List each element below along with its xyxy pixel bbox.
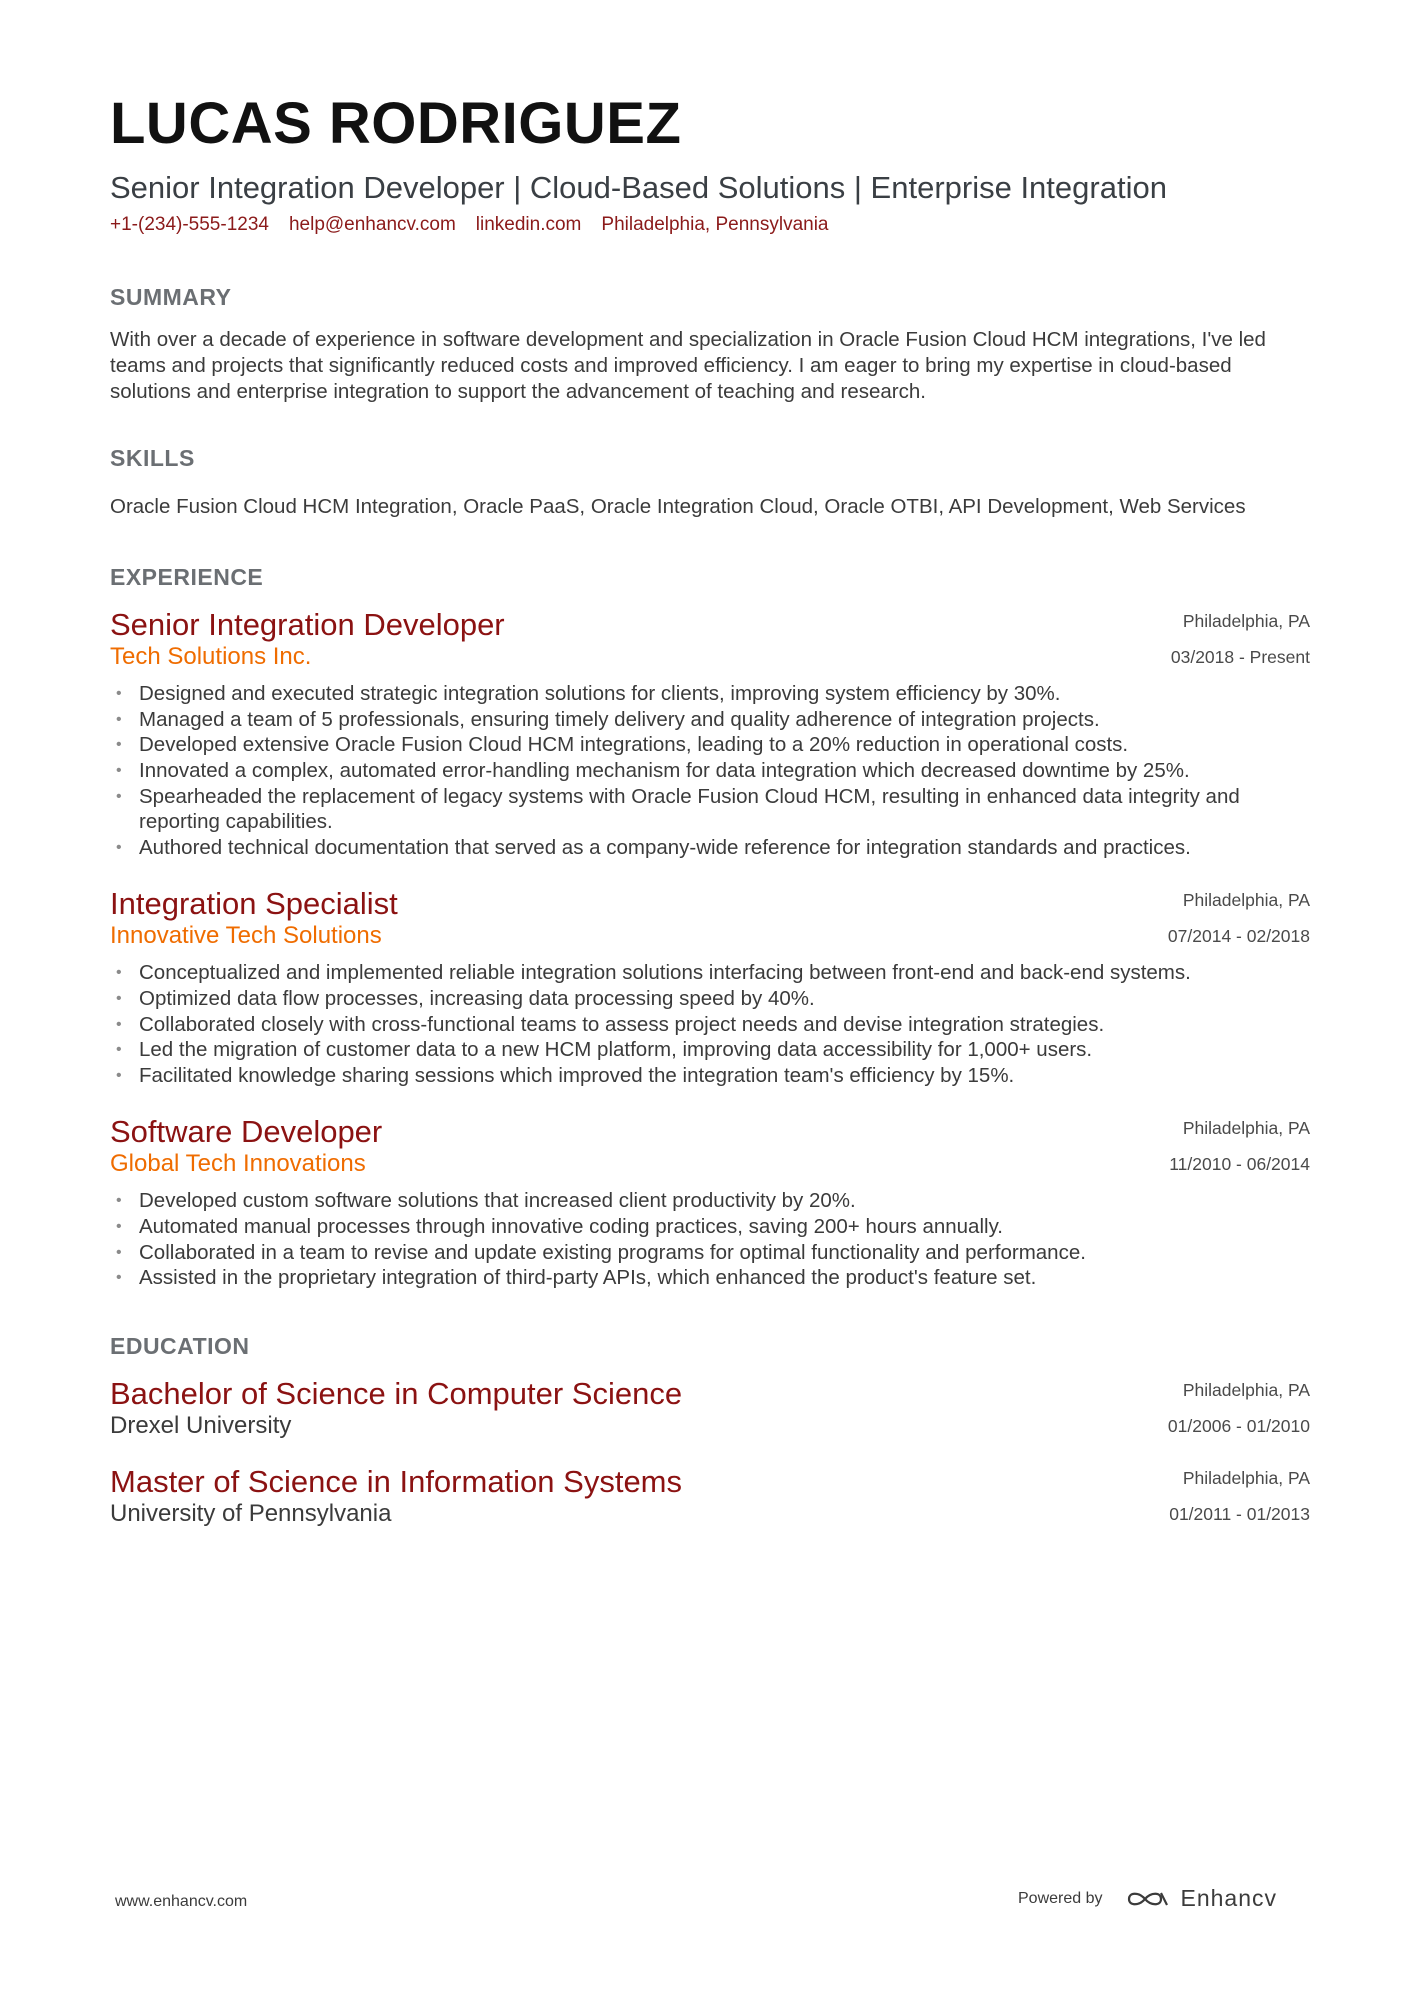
entry-header <box>110 1114 1310 1182</box>
bullet-text: Led the migration of customer data to a new HCM platform, improving data accessibility for 1,000+ users. <box>139 1038 1093 1062</box>
school-name: University of Pennsylvania <box>110 1499 392 1527</box>
degree-title: Master of Science in Information Systems <box>110 1463 683 1499</box>
bullet-text: Collaborated closely with cross-functional teams to assess project needs and devise integration strategies. <box>139 1012 1105 1036</box>
job-dates: 07/2014 - 02/2018 <box>1167 926 1310 947</box>
bullet-icon: • <box>116 838 122 856</box>
bullet-icon: • <box>116 1243 122 1261</box>
bullet-icon: • <box>116 1015 122 1033</box>
experience-entry <box>110 886 1310 1088</box>
experience-entry <box>110 607 1310 860</box>
list-item <box>110 1214 1310 1240</box>
linkedin-link[interactable]: linkedin.com <box>475 214 582 236</box>
bullet-text: Facilitated knowledge sharing sessions which improved the integration team's efficiency by 15%. <box>139 1063 1015 1087</box>
company-name: Innovative Tech Solutions <box>110 922 382 950</box>
job-bullets <box>110 681 1310 860</box>
skills-section <box>110 445 1310 520</box>
education-entry <box>110 1464 1310 1532</box>
bullet-icon: • <box>116 1192 122 1210</box>
bullet-icon: • <box>116 1269 122 1287</box>
school-dates: 01/2011 - 01/2013 <box>1169 1503 1310 1524</box>
email-link[interactable]: help@enhancv.com <box>288 214 456 236</box>
resume-page <box>110 91 1310 1532</box>
contact-info <box>110 214 1310 236</box>
company-name: Global Tech Innovations <box>110 1150 366 1178</box>
education-entry <box>110 1376 1310 1444</box>
degree-title: Bachelor of Science in Computer Science <box>110 1375 683 1411</box>
bullet-text: Automated manual processes through innovative coding practices, saving 200+ hours annually. <box>139 1214 1003 1238</box>
job-title: Integration Specialist <box>110 886 398 922</box>
job-bullets <box>110 960 1310 1088</box>
bullet-icon: • <box>116 736 122 754</box>
bullet-icon: • <box>116 685 122 703</box>
job-bullets <box>110 1188 1310 1290</box>
bullet-text: Conceptualized and implemented reliable integration solutions interfacing between front-end and back-end systems. <box>139 961 1191 985</box>
list-item <box>110 1012 1310 1038</box>
list-item <box>110 732 1310 758</box>
powered-by-label: Powered by <box>1018 1889 1103 1907</box>
entry-header <box>110 1376 1310 1444</box>
section-title-skills: SKILLS <box>110 445 195 472</box>
footer-website-link[interactable]: www.enhancv.com <box>115 1893 248 1910</box>
list-item <box>110 681 1310 707</box>
job-location: Philadelphia, PA <box>1182 1118 1310 1139</box>
bullet-text: Managed a team of 5 professionals, ensuring timely delivery and quality adherence of integration projects. <box>139 707 1100 731</box>
bullet-text: Designed and executed strategic integration solutions for clients, improving system efficiency by 30%. <box>139 682 1061 706</box>
list-item <box>110 960 1310 986</box>
bullet-icon: • <box>116 761 122 779</box>
job-title: Senior Integration Developer <box>110 607 505 643</box>
enhancv-logo-icon <box>1125 1887 1171 1911</box>
entry-header <box>110 886 1310 954</box>
headline: Senior Integration Developer | Cloud-Based Solutions | Enterprise Integration <box>110 170 1167 205</box>
list-item <box>110 1063 1310 1089</box>
job-location: Philadelphia, PA <box>1182 890 1310 911</box>
school-location: Philadelphia, PA <box>1182 1379 1310 1400</box>
experience-entry <box>110 1114 1310 1290</box>
bullet-icon: • <box>116 1041 122 1059</box>
bullet-text: Optimized data flow processes, increasing data processing speed by 40%. <box>139 986 815 1010</box>
bullet-text: Assisted in the proprietary integration of third-party APIs, which enhanced the product's feature set. <box>139 1266 1037 1290</box>
entry-header <box>110 607 1310 675</box>
section-title-experience: EXPERIENCE <box>110 564 264 591</box>
bullet-text: Innovated a complex, automated error-handling mechanism for data integration which decreased downtime by 25%. <box>139 758 1190 782</box>
bullet-text: Developed extensive Oracle Fusion Cloud HCM integrations, leading to a 20% reduction in operational costs. <box>139 733 1129 757</box>
list-item <box>110 707 1310 733</box>
list-item <box>110 1037 1310 1063</box>
bullet-icon: • <box>116 989 122 1007</box>
phone-link[interactable]: +1-(234)-555-1234 <box>110 214 269 236</box>
brand-name: Enhancv <box>1180 1885 1278 1911</box>
section-title-education: EDUCATION <box>110 1332 250 1359</box>
location-text: Philadelphia, Pennsylvania <box>601 214 829 236</box>
candidate-name: LUCAS RODRIGUEZ <box>110 91 682 156</box>
school-dates: 01/2006 - 01/2010 <box>1167 1415 1310 1436</box>
bullet-icon: • <box>116 787 122 805</box>
list-item <box>110 986 1310 1012</box>
bullet-text: Authored technical documentation that served as a company-wide reference for integration standards and practices. <box>139 835 1191 859</box>
school-name: Drexel University <box>110 1411 292 1439</box>
job-dates: 11/2010 - 06/2014 <box>1169 1154 1310 1175</box>
bullet-text: Spearheaded the replacement of legacy systems with Oracle Fusion Cloud HCM, resulting in enhanced data integrity and reporting capabilities. <box>139 784 1240 834</box>
bullet-text: Developed custom software solutions that increased client productivity by 20%. <box>139 1189 856 1213</box>
section-title-summary: SUMMARY <box>110 284 232 311</box>
company-name: Tech Solutions Inc. <box>110 643 312 671</box>
bullet-icon: • <box>116 1066 122 1084</box>
list-item <box>110 758 1310 784</box>
footer-branding <box>1018 1885 1277 1912</box>
experience-section <box>110 564 1310 1291</box>
list-item <box>110 784 1310 835</box>
bullet-icon: • <box>116 710 122 728</box>
entry-header <box>110 1464 1310 1532</box>
brand-logo[interactable] <box>1125 1885 1278 1912</box>
list-item <box>110 1240 1310 1266</box>
list-item <box>110 1265 1310 1291</box>
school-location: Philadelphia, PA <box>1182 1467 1310 1488</box>
education-section <box>110 1333 1310 1532</box>
summary-section <box>110 284 1310 405</box>
job-dates: 03/2018 - Present <box>1170 647 1310 668</box>
bullet-icon: • <box>116 964 122 982</box>
bullet-icon: • <box>116 1217 122 1235</box>
summary-text: With over a decade of experience in software development and specialization in Oracle Fusion Cloud HCM integrations, I've led teams and projects that significantly reduced costs and improved efficiency. I am eager to bring my expertise in cloud-based solutions and enterprise integration to support the advancement of teaching and research. <box>110 328 1266 404</box>
list-item <box>110 1188 1310 1214</box>
job-location: Philadelphia, PA <box>1182 611 1310 632</box>
list-item <box>110 835 1310 861</box>
skills-text: Oracle Fusion Cloud HCM Integration, Oracle PaaS, Oracle Integration Cloud, Oracle OTBI, API Development, Web Services <box>110 495 1246 519</box>
bullet-text: Collaborated in a team to revise and update existing programs for optimal functionality and performance. <box>139 1240 1086 1264</box>
job-title: Software Developer <box>110 1114 383 1150</box>
